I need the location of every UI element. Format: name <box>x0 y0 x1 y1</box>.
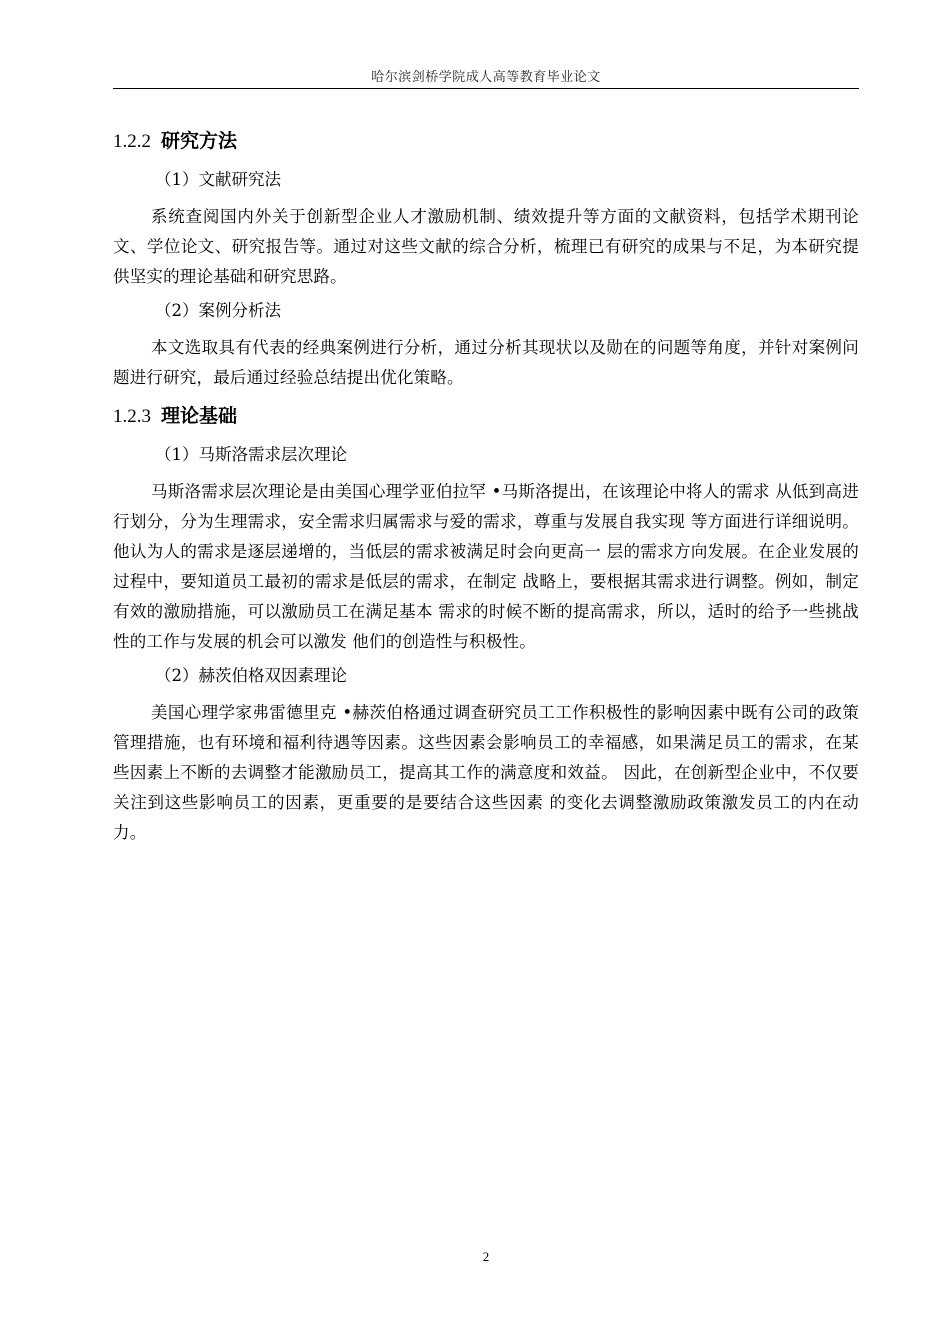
section-number: 1.2.2 <box>113 131 151 152</box>
subsection-heading-literature: （1）文献研究法 <box>155 170 281 189</box>
paragraph-literature: 系统查阅国内外关于创新型企业人才激励机制、绩效提升等方面的文献资料，包括学术期刊论文、学位论文、研究报告等。通过对这些文献的综合分析，梳理已有研究的成果与不足，为本研究提供坚实的理论基础和研究思路。 <box>113 207 859 286</box>
document-body <box>113 124 859 848</box>
running-header: 哈尔滨剑桥学院成人高等教育毕业论文 <box>371 70 601 85</box>
section-heading-theory <box>113 399 859 434</box>
section-title: 理论基础 <box>161 405 238 427</box>
section-title: 研究方法 <box>161 130 238 152</box>
paragraph-maslow: 马斯洛需求层次理论是由美国心理学亚伯拉罕 •马斯洛提出，在该理论中将人的需求 从低到高进行划分，分为生理需求，安全需求归属需求与爱的需求，尊重与发展自我实现 等方面进行详细说明。他认为人的需求是逐层递增的，当低层的需求被满足时会向更高一 层的需求方向发展。在企业发展的过程中，要知道员工最初的需求是低层的需求，在制定 战略上，要根据其需求进行调整。例如，制定有效的激励措施，可以激励员工在满足基本 需求的时候不断的提高需求，所以，适时的给予一些挑战性的工作与发展的机会可以激发 他们的创造性与积极性。 <box>113 482 859 651</box>
subsection-heading-herzberg: （2）赫茨伯格双因素理论 <box>155 666 347 685</box>
section-number: 1.2.3 <box>113 406 151 427</box>
paragraph-case-analysis: 本文选取具有代表的经典案例进行分析，通过分析其现状以及勋在的问题等角度，并针对案例问题进行研究，最后通过经验总结提出优化策略。 <box>113 338 859 387</box>
subsection-heading-maslow: （1）马斯洛需求层次理论 <box>155 445 347 464</box>
page-number: 2 <box>482 1249 490 1264</box>
subsection-heading-case-analysis: （2）案例分析法 <box>155 301 281 320</box>
section-heading-research-methods <box>113 124 859 159</box>
paragraph-herzberg: 美国心理学家弗雷德里克 •赫茨伯格通过调查研究员工工作积极性的影响因素中既有公司的政策管理措施，也有环境和福利待遇等因素。这些因素会影响员工的幸福感，如果满足员工的需求，在某些因素上不断的去调整才能激励员工，提高其工作的满意度和效益。 因此，在创新型企业中，不仅要关注到这些影响员工的因素，更重要的是要结合这些因素 的变化去调整激励政策激发员工的内在动力。 <box>113 703 859 842</box>
header-divider <box>113 88 859 89</box>
